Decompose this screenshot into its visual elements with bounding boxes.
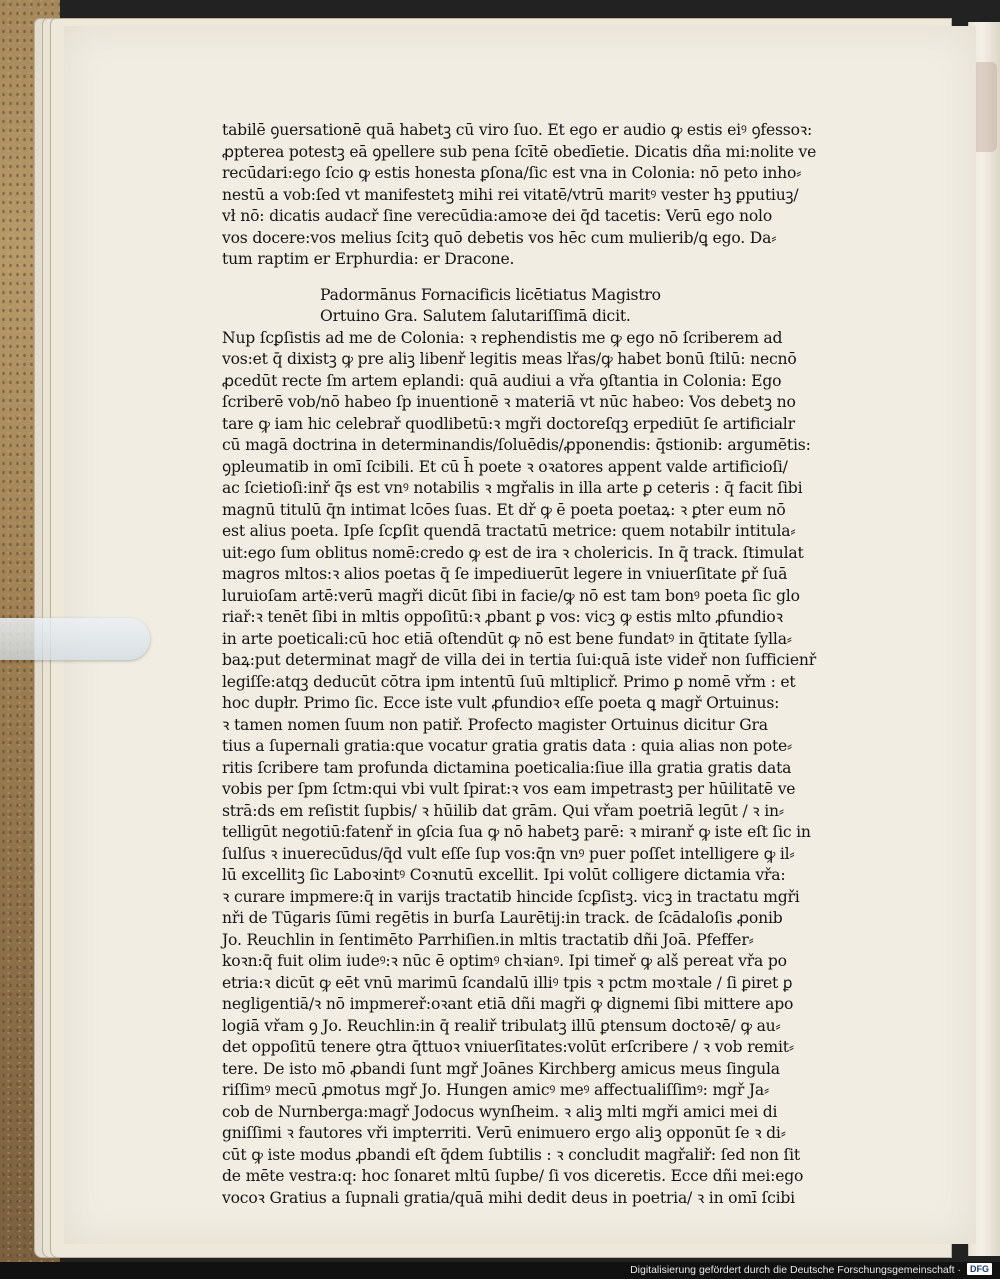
text-line: vobis per ſpm ſctm:qui vbi vult ſpirat:ꝛ vos eam impetrastꝫ per hūilitatē ve <box>222 780 796 798</box>
text-line: ꝓcedūt recte ſm artem eplandi: quā audiui a vřa ꝯſtantia in Colonia: Ego <box>222 371 782 390</box>
text-line: tare ꝙ iam hic celebrař quodlibetū:ꝛ mgři doctoreſqꝫ erpediūt ſe artificialr <box>222 414 795 433</box>
text-line: tere. De isto mō ꝓbandi ſunt mgř Joānes Kirchberg amicus meus ſingula <box>222 1059 780 1078</box>
page-holder-clip <box>0 618 150 660</box>
text-line: luruioſam artē:verū magři dicūt ſibi in facie/ꝙ nō est tam bonꝰ poeta ſic glo <box>222 586 800 605</box>
text-line: recūdari:ego ſcio ꝙ estis honesta ꝑſona/ſic est vna in Colonia: nō peto inho⸗ <box>222 164 802 182</box>
text-line: etria:ꝛ dicūt ꝙ eēt vnū marimū ſcandalū illiꝰ tpis ꝛ pctm moꝛtale / ſi ꝑiret ꝑ <box>222 973 793 992</box>
text-line: ritis ſcribere tam profunda dictamina poeticalia:ſiue illa gratia gratis data <box>222 758 792 777</box>
dfg-logo: DFG <box>967 1263 992 1275</box>
text-line: telligūt negotiū:fatenř in ꝯſcia ſua ꝙ nō habetꝫ parē: ꝛ miranř ꝙ iste eſt ſic in <box>222 823 811 841</box>
text-line: det oppoſitū tenere ꝯtra q̄ttuoꝛ vniuerſitates:volūt erſcribere / ꝛ vob remit⸗ <box>222 1038 794 1056</box>
text-line: cūt ꝙ iste modus ꝓbandi eſt q̄dem ſubtilis : ꝛ concludit magřaliř: ſed non ſit <box>222 1145 800 1164</box>
text-line: Jo. Reuchlin in ſentimēto Parrhiſien.in mltis tractatib dñi Joā. Pfeffer⸗ <box>222 930 754 949</box>
text-line: legiſſe:atqꝫ deducūt cōtra ipm intentū ſuū mltiplicř. Primo ꝑ nomē vřm : et <box>222 672 796 691</box>
text-line: hoc dupłr. Primo ſic. Ecce iste vult ꝓfundioꝛ eſſe poeta ꝗ magř Ortuinus: <box>222 694 780 712</box>
text-line: nestū a vob:ſed vt manifestetꝫ mihi rei vitatē/vtrū maritꝰ vester hꝫ ꝑputiuꝫ/ <box>222 185 799 204</box>
text-line: ꝓpterea potestꝫ eā ꝯpellere sub pena ſcītē obedīetie. Dicatis dña mi:nolite ve <box>222 142 817 161</box>
text-line: logiā vřam ꝯ Jo. Reuchlin:in q̄ realiř tribulatꝫ illū ꝑtensum doctoꝛē/ ꝙ au⸗ <box>222 1016 781 1035</box>
text-line: ꝛ curare impmere:q̄ in varijs tractatib hincide ſcꝑſistꝫ. vicꝫ in tractatu mgři <box>222 887 800 906</box>
text-line: magnū titulū q̄n intimat lcōes ſuas. Et dř ꝙ ē poeta poetaꝝ: ꝛ ꝑter eum nō <box>222 500 786 519</box>
text-line: cū magā doctrina in determinandis/ſoluēdis/ꝓponendis: q̄stionib: argumētis: <box>222 436 811 454</box>
text-line: est alius poeta. Ipſe ſcꝑſit quendā tractatū metrice: quem notabilr intitula⸗ <box>222 522 796 540</box>
printed-text-block <box>222 120 872 1209</box>
text-line: ac ſcietioſi:inř q̄s est vnꝰ notabilis ꝛ mgřalis in illa arte ꝑ ceteris : q̄ facit ſibi <box>222 479 803 497</box>
text-line: strā:ds em reſistit ſupbis/ ꝛ hūilib dat grām. Qui vřam poetriā legūt / ꝛ in⸗ <box>222 801 784 820</box>
text-line: vos:et q̄ dixistꝫ ꝙ pre aliꝫ libenř legitis meas lřas/ꝙ habet bonū ſtilū: necnō <box>222 350 797 368</box>
text-line: tum raptim er Erphurdia: er Dracone. <box>222 250 515 268</box>
text-line: ꝯpleumatib in omī ſcibili. Et cū h̄ poete ꝛ oꝛatores appent valde artificioſi/ <box>222 457 788 476</box>
text-line: ſcriberē vob/nō habeo ſp inuentionē ꝛ materiā vt nūc habeo: Vos debetꝫ no <box>222 393 796 411</box>
text-line: vos docere:vos melius ſcitꝫ quō debetis vos hēc cum mulierib/ꝗ ego. Da⸗ <box>222 228 777 247</box>
text-line: ꝛ tamen nomen ſuum non patiř. Profecto magister Ortuinus dicitur Gra <box>222 715 768 734</box>
text-line: negligentiā/ꝛ nō impmereř:oꝛant etiā dñi magři ꝙ dignemi ſibi mittere apo <box>222 995 794 1013</box>
text-line: lū excellitꝫ ſic Laboꝛintꝰ Coꝛnutū excellit. Ipi volūt colligere dictamia vřa: <box>222 866 786 884</box>
text-line: cob de Nurnberga:magř Jodocus wynſheim. ꝛ aliꝫ mlti mgři amici mei di <box>222 1102 778 1121</box>
text-line: Nup ſcꝑſistis ad me de Colonia: ꝛ reꝑhendistis me ꝙ ego nō ſcriberem ad <box>222 328 783 347</box>
letter-ending <box>222 120 872 271</box>
text-line: ſulſus ꝛ inuerecūdus/q̄d vult eſſe ſup vos:q̄n vnꝰ puer poſſet intelligere ꝙ il⸗ <box>222 844 795 863</box>
letter-heading-line-1: Padormānus Fornacificis licētiatus Magistro <box>320 285 661 304</box>
text-line: riſſimꝰ mecū ꝓmotus mgř Jo. Hungen amicꝰ meꝰ affectualiſſimꝰ: mgř Ja⸗ <box>222 1081 769 1099</box>
letter-body <box>222 328 872 1210</box>
text-line: baꝝ:put determinat magř de villa dei in tertia ſui:quā iste videř non ſufficienř <box>222 651 816 669</box>
text-line: tius a ſupernali gratia:que vocatur gratia gratis data : quia alias non pote⸗ <box>222 737 793 755</box>
text-line: magros mltos:ꝛ alios poetas q̄ ſe impediuerūt legere in vniuerſitate ꝑř ſuā <box>222 565 788 583</box>
text-line: vocoꝛ Gratius a ſupnali gratia/quā mihi dedit deus in poetria/ ꝛ in omī ſcibi <box>222 1188 795 1207</box>
text-line: nři de Tūgaris ſūmi regētis in burſa Laurētij:in track. de ſcādaloſis ꝓonib <box>222 909 783 927</box>
text-line: uit:ego ſum oblitus nomē:credo ꝙ est de ira ꝛ cholericis. In q̄ track. ſtimulat <box>222 543 804 562</box>
funding-credit: Digitalisierung gefördert durch die Deutsche Forschungsgemeinschaft · <box>630 1264 961 1276</box>
text-line: gniſſimi ꝛ fautores vři impterriti. Verū enimuero ergo aliꝫ opponūt ſe ꝛ di⸗ <box>222 1124 786 1142</box>
text-line: koꝛn:q̄ fuit olim iudeꝰ:ꝛ nūc ē optimꝰ chꝛianꝰ. Ipi timeř ꝙ alš pereat vřa po <box>222 952 787 970</box>
letter-heading-line-2: Ortuino Gra. Salutem ſalutariſſimā dicit. <box>320 307 631 325</box>
text-line: tabilē ꝯuersationē quā habetꝫ cū viro ſuo. Et ego er audio ꝙ estis eiꝰ ꝯfessoꝛ: <box>222 121 813 139</box>
spacer <box>222 271 872 285</box>
text-line: de mēte vestra:q: hoc ſonaret mltū ſupbe/ ſi vos diceretis. Ecce dñi mei:ego <box>222 1167 804 1185</box>
text-line: in arte poeticali:cū hoc etiā oſtendūt ꝙ nō est bene fundatꝰ in q̄titate ſylla⸗ <box>222 629 792 648</box>
text-line: vł nō: dicatis audacř ſine verecūdia:amoꝛe dei q̄d tacetis: Verū ego nolo <box>222 207 773 225</box>
text-line: riař:ꝛ tenēt ſibi in mltis oppoſitū:ꝛ ꝓbant ꝑ vos: vicꝫ ꝙ estis mlto ꝓfundioꝛ <box>222 608 783 626</box>
digitization-footer <box>0 1262 1000 1279</box>
